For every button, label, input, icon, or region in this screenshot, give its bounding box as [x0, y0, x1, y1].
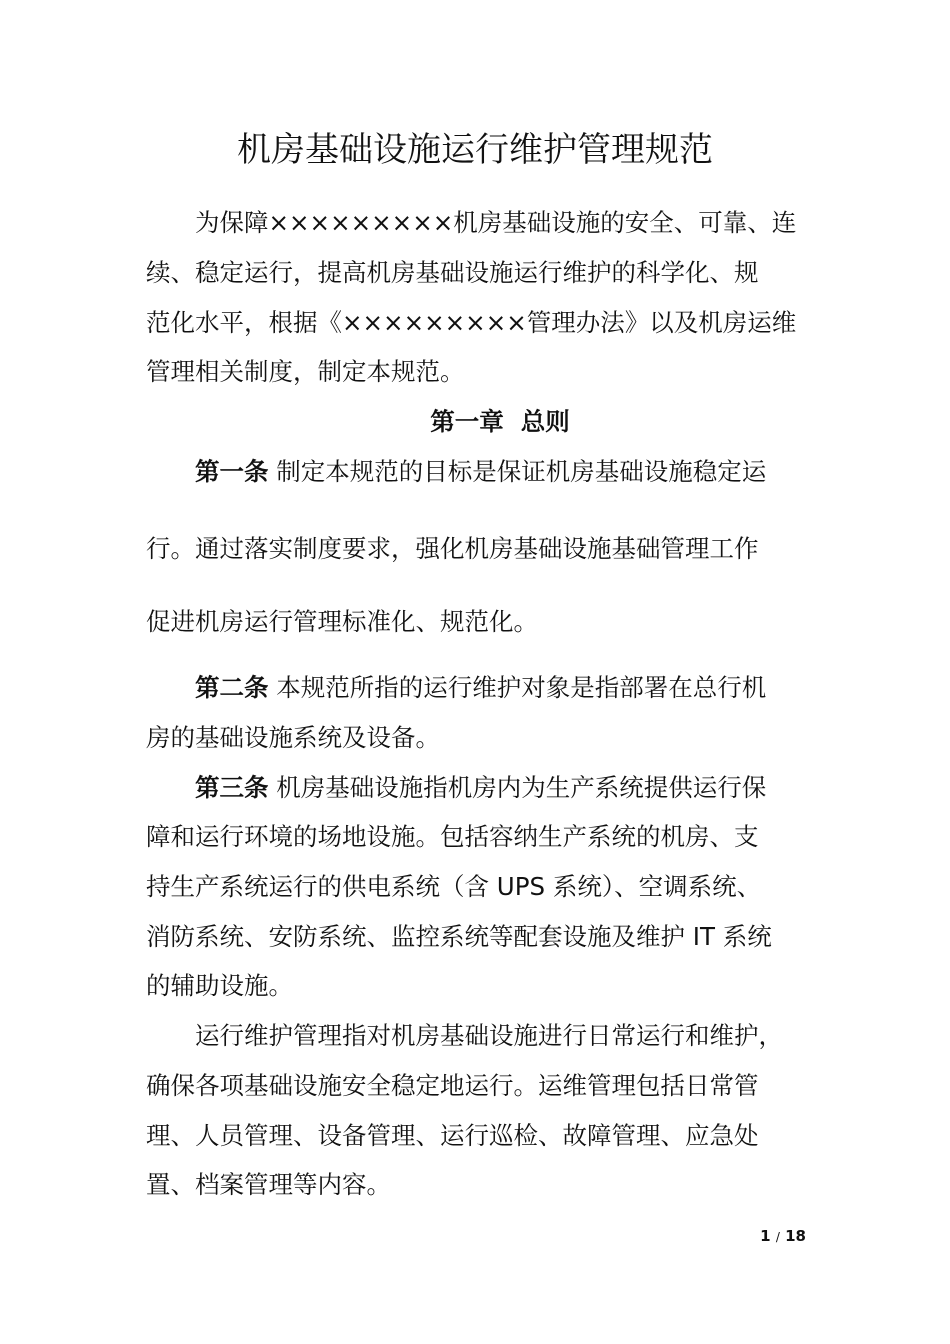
article3-label: 第三条 [195, 773, 269, 802]
page-number [740, 1226, 806, 1247]
ops-line-3: 理、人员管理、设备管理、运行巡检、故障管理、应急处 [146, 1121, 759, 1150]
preamble-line-3: 范化水平，根据《×××××××××管理办法》以及机房运维 [146, 308, 797, 337]
ops-line-2: 确保各项基础设施安全稳定地运行。运维管理包括日常管 [146, 1071, 759, 1100]
preamble-line-1: 为保障×××××××××机房基础设施的安全、可靠、连 [195, 208, 797, 237]
article3-line-4: 消防系统、安防系统、监控系统等配套设施及维护 IT 系统 [146, 922, 772, 951]
ops-line-4: 置、档案管理等内容。 [146, 1170, 391, 1199]
article1-text-1: 制定本规范的目标是保证机房基础设施稳定运 [268, 457, 767, 486]
article3-line-3: 持生产系统运行的供电系统（含 UPS 系统）、空调系统、 [146, 872, 762, 901]
document-title: 机房基础设施运行维护管理规范 [237, 130, 713, 170]
ops-line-1: 运行维护管理指对机房基础设施进行日常运行和维护， [195, 1021, 783, 1050]
page-number-separator: / [775, 1230, 780, 1244]
chapter-heading: 第一章 总则 [430, 407, 570, 436]
page-number-total: 18 [785, 1227, 806, 1245]
article3-line-2: 障和运行环境的场地设施。包括容纳生产系统的机房、支 [146, 822, 759, 851]
article2-line-1 [195, 670, 875, 706]
article1-line-1 [195, 454, 875, 490]
article3-line-1 [195, 770, 875, 806]
article1-line-3: 促进机房运行管理标准化、规范化。 [146, 607, 538, 636]
page-number-current: 1 [760, 1227, 771, 1245]
preamble-line-2: 续、稳定运行，提高机房基础设施运行维护的科学化、规 [146, 258, 759, 287]
article3-text-1: 机房基础设施指机房内为生产系统提供运行保 [268, 773, 767, 802]
preamble-line-4: 管理相关制度，制定本规范。 [146, 357, 465, 386]
article3-line-5: 的辅助设施。 [146, 971, 293, 1000]
article2-line-2: 房的基础设施系统及设备。 [146, 723, 440, 752]
article2-text-1: 本规范所指的运行维护对象是指部署在总行机 [268, 673, 767, 702]
article2-label: 第二条 [195, 673, 269, 702]
article1-label: 第一条 [195, 457, 269, 486]
article1-line-2: 行。通过落实制度要求，强化机房基础设施基础管理工作 [146, 534, 759, 563]
